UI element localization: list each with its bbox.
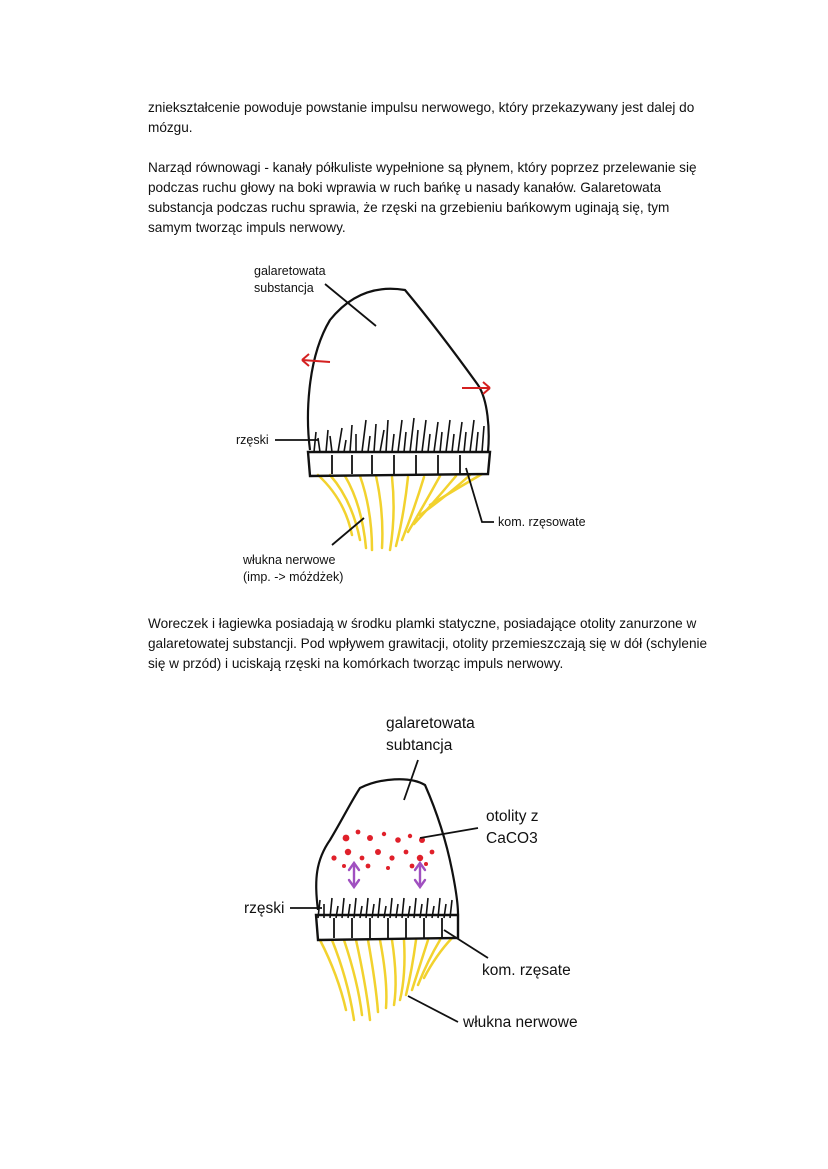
cilia-drawing bbox=[314, 418, 484, 452]
label-cilia-2: rzęski bbox=[244, 900, 285, 917]
label-line: (imp. -> móżdżek) bbox=[243, 570, 344, 584]
pointer-line-fibers-2 bbox=[408, 996, 458, 1022]
pointer-line-otoliths bbox=[420, 828, 478, 838]
paragraph-utricle-saccule bbox=[148, 614, 738, 674]
paragraph-line: Woreczek i łagiewka posiadają w środku plamki statyczne, posiadające otolity zanurzone w bbox=[148, 616, 697, 631]
pointer-line-substance bbox=[325, 284, 376, 326]
hair-cell-dividers bbox=[332, 455, 460, 474]
label-gelatinous-substance bbox=[254, 263, 326, 297]
paragraph-line: galaretowatej substancji. Pod wpływem grawitacji, otolity przemieszczają się w dół (schylenie bbox=[148, 636, 708, 651]
gelatinous-dome-outline-2 bbox=[316, 779, 458, 914]
label-line: subtancja bbox=[386, 737, 453, 754]
hair-cell-dividers-2 bbox=[334, 918, 442, 938]
paragraph-line: substancja podczas ruchu sprawia, że rzęski na grzebieniu bańkowym uginają się, tym bbox=[148, 200, 670, 215]
label-otoliths bbox=[486, 806, 539, 850]
label-gelatinous-substance-2 bbox=[386, 713, 475, 757]
label-line: galaretowata bbox=[254, 264, 326, 278]
paragraph-line: samym tworząc impuls nerwowy. bbox=[148, 220, 346, 235]
paragraph-line: podczas ruchu głowy na boki wprawia w ruch bańkę u nasady kanałów. Galaretowata bbox=[148, 180, 662, 195]
hair-cells-row-2 bbox=[316, 915, 458, 940]
hair-cells-row bbox=[308, 452, 490, 476]
paragraph-line: Narząd równowagi - kanały półkuliste wypełnione są płynem, który poprzez przelewanie się bbox=[148, 160, 697, 175]
label-hair-cells-2: kom. rzęsate bbox=[482, 962, 571, 979]
paragraph-line: się w przód) i uciskają rzęski na komórkach tworząc impuls nerwowy. bbox=[148, 656, 564, 671]
diagram-statoconia bbox=[290, 760, 488, 1022]
label-line: otolity z bbox=[486, 808, 539, 825]
label-line: substancja bbox=[254, 281, 314, 295]
label-nerve-fibers bbox=[243, 552, 343, 586]
label-line: CaCO3 bbox=[486, 830, 538, 847]
label-nerve-fibers-2: włukna nerwowe bbox=[463, 1014, 578, 1031]
label-hair-cells: kom. rzęsowate bbox=[498, 515, 586, 529]
nerve-fibers-drawing bbox=[318, 474, 482, 550]
red-movement-arrows bbox=[302, 354, 490, 394]
paragraph-line: mózgu. bbox=[148, 120, 193, 135]
label-cilia: rzęski bbox=[236, 433, 269, 447]
label-line: galaretowata bbox=[386, 715, 475, 732]
label-line: włukna nerwowe bbox=[243, 553, 336, 567]
paragraph-line: zniekształcenie powoduje powstanie impulsu nerwowego, który przekazywany jest dalej do bbox=[148, 100, 695, 115]
pointer-line-cells-2 bbox=[444, 930, 488, 958]
